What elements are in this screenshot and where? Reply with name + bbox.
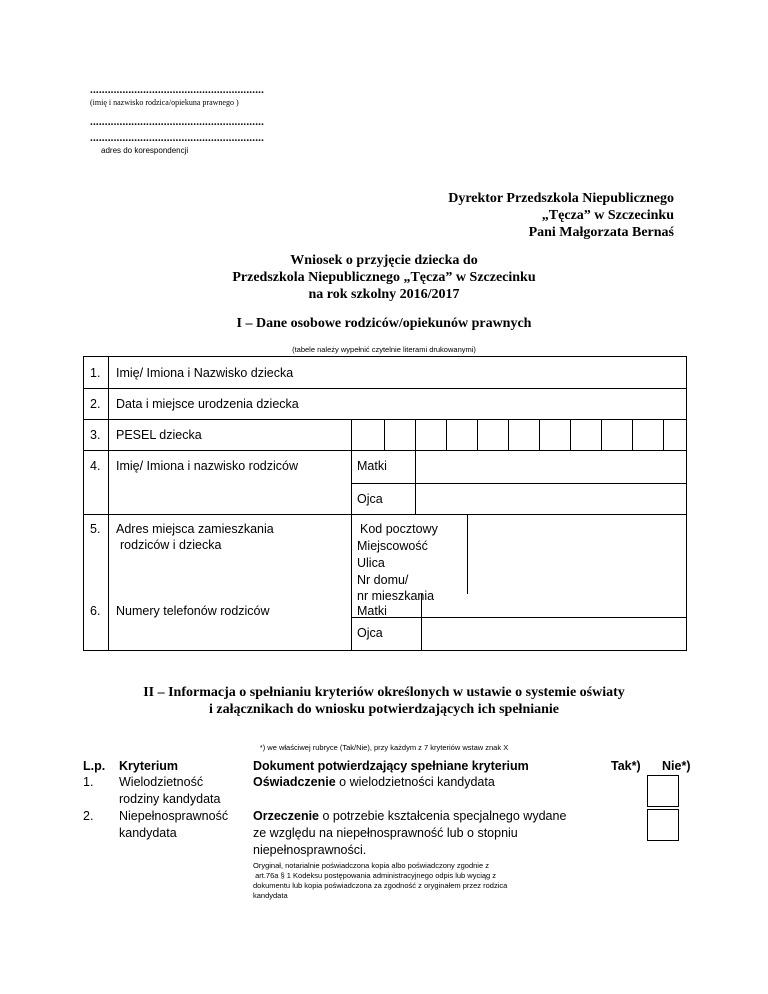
document-rest: o potrzebie kształcenia specjalnego wydane (319, 809, 567, 823)
father-label: Ojca (357, 492, 383, 506)
document-line: niepełnosprawności. (253, 843, 367, 857)
criterion-header: Kryterium (119, 759, 179, 773)
document-bold: Oświadczenie (253, 775, 336, 789)
criterion-line: rodziny kandydata (119, 792, 221, 806)
row-number: 3. (90, 428, 101, 442)
criterion-line: Niepełnosprawność (119, 809, 229, 823)
document-header: Dokument potwierdzający spełniane kryterium (253, 759, 529, 773)
address-dotted-line-2: ........................................................... (90, 132, 265, 144)
title-line: Przedszkola Niepublicznego „Tęcza” w Szczecinku (232, 270, 536, 285)
postal-code-label: Kod pocztowy (360, 522, 438, 536)
row-number: 5. (90, 522, 101, 536)
document-title (0, 252, 768, 303)
address-label: Adres miejsca zamieszkania (116, 522, 274, 536)
phones-label: Numery telefonów rodziców (116, 604, 270, 618)
birth-date-label: Data i miejsce urodzenia dziecka (116, 397, 299, 411)
address-label-cont: rodziców i dziecka (120, 538, 222, 552)
child-name-label: Imię/ Imiona i Nazwisko dziecka (116, 366, 294, 380)
lp-header: L.p. (83, 759, 106, 773)
addressee-line: Dyrektor Przedszkola Niepublicznego (448, 191, 674, 206)
section2-heading-line: i załącznikach do wniosku potwierdzających ich spełnianie (208, 702, 560, 717)
house-number-label: Nr domu/ (357, 573, 409, 587)
criterion-line: kandydata (119, 826, 177, 840)
row-number: 2. (90, 397, 101, 411)
document-text (253, 808, 566, 824)
yes-checkbox[interactable] (647, 809, 679, 841)
section2-heading-line: II – Informacja o spełnianiu kryteriów określonych w ustawie o systemie oświaty (143, 685, 625, 700)
document-line: ze względu na niepełnosprawność lub o stopniu (253, 826, 518, 840)
no-header: Nie*) (662, 759, 691, 773)
yes-checkbox[interactable] (647, 775, 679, 807)
address-caption: adres do korespondencji (101, 146, 189, 155)
document-rest: o wielodzietności kandydata (335, 775, 495, 789)
street-label: Ulica (357, 556, 385, 570)
section2-heading (0, 684, 768, 718)
pesel-label: PESEL dziecka (116, 428, 202, 442)
title-line: na rok szkolny 2016/2017 (308, 287, 460, 302)
address-dotted-line-1: ........................................................... (90, 116, 265, 128)
father-phone-label: Ojca (357, 626, 383, 640)
parent-name-caption: (imię i nazwisko rodzica/opiekuna prawnego ) (90, 98, 239, 107)
title-line: Wniosek o przyjęcie dziecka do (290, 253, 478, 268)
parents-name-label: Imię/ Imiona i nazwisko rodziców (116, 459, 299, 473)
section1-note: (tabele należy wypełnić czytelnie literami drukowanymi) (292, 345, 476, 354)
city-label: Miejscowość (357, 539, 428, 553)
row-number: 1. (90, 366, 101, 380)
yes-header: Tak*) (611, 759, 641, 773)
document-note-line: kandydata (253, 891, 288, 900)
personal-data-table (83, 356, 687, 651)
section2-note: *) we właściwej rubryce (Tak/Nie), przy każdym z 7 kryteriów wstaw znak X (259, 743, 509, 752)
document-note-line: Oryginał, notarialnie poświadczona kopia albo poświadczony zgodnie z (253, 861, 489, 870)
addressee-block (448, 190, 674, 241)
document-text (253, 774, 495, 790)
document-bold: Orzeczenie (253, 809, 320, 823)
row-number: 4. (90, 459, 101, 473)
mother-label: Matki (357, 459, 387, 473)
addressee-line: Pani Małgorzata Bernaś (528, 225, 674, 240)
apartment-number-label: nr mieszkania (357, 589, 435, 603)
row-number: 2. (83, 809, 94, 823)
addressee-line: „Tęcza” w Szczecinku (541, 208, 674, 223)
document-note-line: dokumentu lub kopia poświadczona za zgodność z oryginałem przez rodzica (253, 881, 508, 890)
document-note-line: art.76a § 1 Kodeksu postępowania administracyjnego odpis lub wyciąg z (253, 871, 497, 880)
row-number: 6. (90, 604, 101, 618)
mother-phone-label: Matki (357, 604, 387, 618)
section1-heading: I – Dane osobowe rodziców/opiekunów prawnych (236, 316, 532, 331)
row-number: 1. (83, 775, 94, 789)
criterion-line: Wielodzietność (119, 775, 204, 789)
parent-name-dotted-line: ........................................................... (90, 84, 265, 96)
